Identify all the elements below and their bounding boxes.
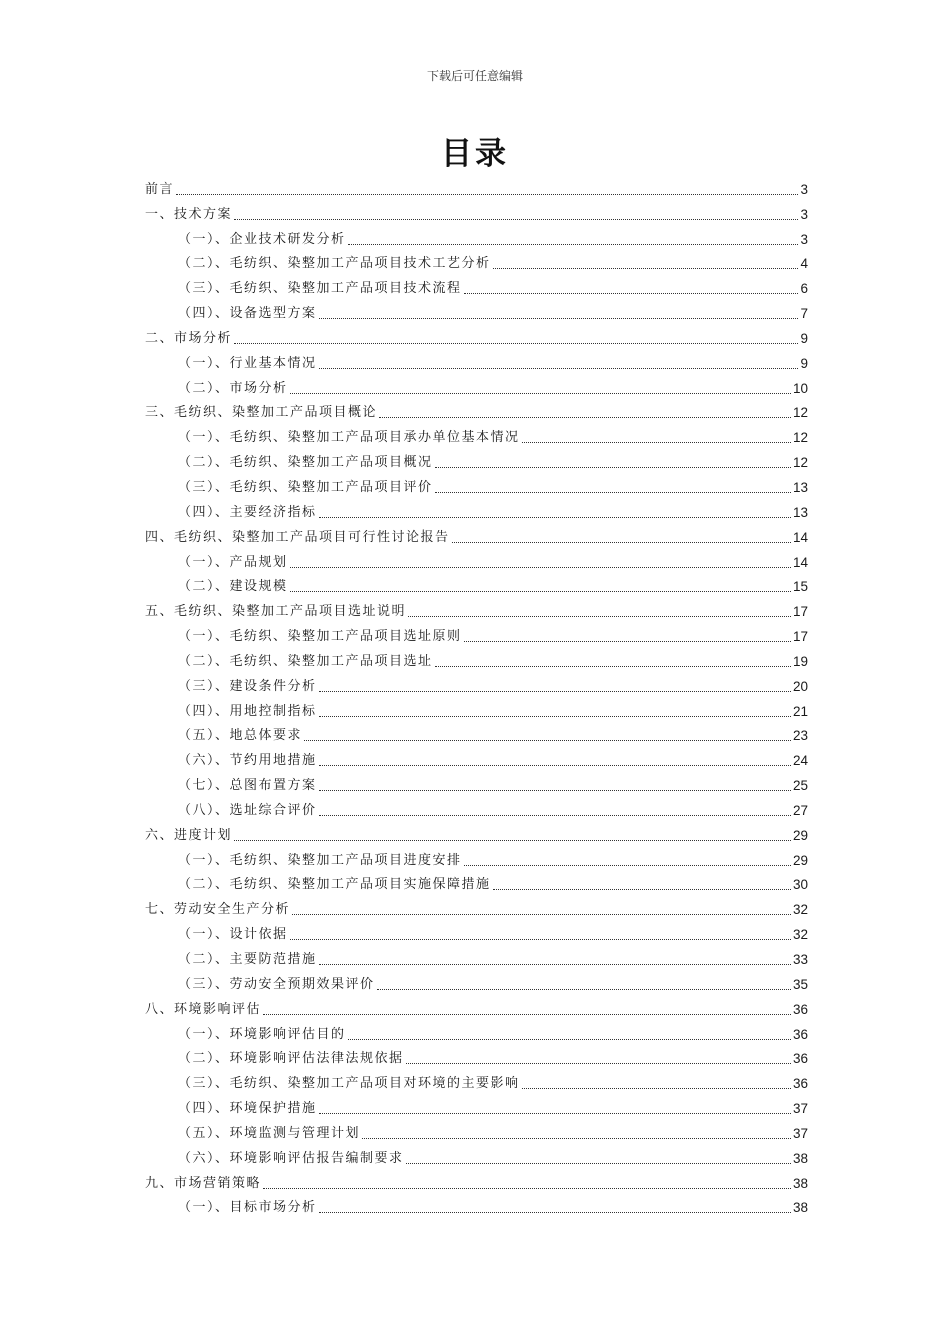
toc-dot-leader <box>493 268 799 269</box>
toc-entry-label: 八、环境影响评估 <box>145 1001 262 1017</box>
toc-entry-section[interactable] <box>145 772 808 797</box>
toc-entry-page-number: 38 <box>792 1200 808 1216</box>
toc-dot-leader <box>319 1113 791 1114</box>
toc-dot-leader <box>452 542 791 543</box>
toc-entry-page-number: 17 <box>792 629 808 645</box>
toc-entry-section[interactable] <box>145 499 808 524</box>
toc-title: 目录 <box>441 136 509 172</box>
page-header: 下载后可任意编辑 <box>426 69 523 83</box>
toc-dot-leader <box>319 815 791 816</box>
toc-entry-chapter[interactable] <box>145 598 808 623</box>
toc-entry-section[interactable] <box>145 747 808 772</box>
toc-entry-section[interactable] <box>145 350 808 375</box>
toc-entry-label: 前言 <box>145 181 175 197</box>
toc-entry-section[interactable] <box>145 300 808 325</box>
toc-entry-label: （一）、毛纺织、染整加工产品项目承办单位基本情况 <box>178 430 520 446</box>
toc-entry-page-number: 19 <box>792 653 808 669</box>
toc-entry-page-number: 30 <box>792 877 808 893</box>
toc-entry-chapter[interactable] <box>145 822 808 847</box>
toc-entry-section[interactable] <box>145 1095 808 1120</box>
toc-dot-leader <box>319 318 799 319</box>
toc-entry-page-number: 12 <box>792 430 808 446</box>
toc-entry-page-number: 12 <box>792 455 808 471</box>
toc-dot-leader <box>319 368 799 369</box>
toc-dot-leader <box>290 591 791 592</box>
toc-entry-section[interactable] <box>145 1021 808 1046</box>
toc-entry-section[interactable] <box>145 549 808 574</box>
toc-entry-page-number: 12 <box>792 405 808 421</box>
toc-dot-leader <box>292 914 791 915</box>
toc-entry-page-number: 36 <box>792 1076 808 1092</box>
toc-entry-label: （二）、毛纺织、染整加工产品项目概况 <box>178 455 433 471</box>
toc-entry-label: （二）、建设规模 <box>178 579 288 595</box>
toc-entry-label: （五）、环境监测与管理计划 <box>178 1125 361 1141</box>
toc-entry-section[interactable] <box>145 971 808 996</box>
toc-entry-chapter[interactable] <box>145 325 808 350</box>
toc-entry-section[interactable] <box>145 275 808 300</box>
toc-entry-page-number: 36 <box>792 1001 808 1017</box>
toc-entry-label: （二）、毛纺织、染整加工产品项目技术工艺分析 <box>178 256 491 272</box>
toc-entry-page-number: 38 <box>792 1150 808 1166</box>
toc-entry-page-number: 36 <box>792 1051 808 1067</box>
toc-dot-leader <box>319 517 791 518</box>
toc-entry-label: （一）、环境影响评估目的 <box>178 1026 346 1042</box>
toc-entry-label: （三）、毛纺织、染整加工产品项目评价 <box>178 479 433 495</box>
toc-entry-section[interactable] <box>145 946 808 971</box>
toc-entry-page-number: 7 <box>800 306 808 322</box>
toc-entry-label: （一）、毛纺织、染整加工产品项目选址原则 <box>178 629 462 645</box>
toc-entry-chapter[interactable] <box>145 201 808 226</box>
toc-entry-section[interactable] <box>145 921 808 946</box>
toc-entry-label: 三、毛纺织、染整加工产品项目概论 <box>145 405 378 421</box>
toc-entry-page-number: 37 <box>792 1125 808 1141</box>
toc-entry-section[interactable] <box>145 424 808 449</box>
toc-dot-leader <box>290 939 791 940</box>
toc-entry-page-number: 15 <box>792 579 808 595</box>
toc-entry-page-number: 9 <box>800 355 808 371</box>
toc-entry-section[interactable] <box>145 574 808 599</box>
toc-dot-leader <box>435 467 791 468</box>
table-of-contents <box>145 176 808 1219</box>
toc-dot-leader <box>464 865 791 866</box>
toc-entry-page-number: 3 <box>800 206 808 222</box>
toc-entry-label: （二）、环境影响评估法律法规依据 <box>178 1051 404 1067</box>
toc-entry-label: 五、毛纺织、染整加工产品项目选址说明 <box>145 604 407 620</box>
toc-dot-leader <box>234 343 798 344</box>
toc-dot-leader <box>319 1212 791 1213</box>
toc-entry-label: （八）、选址综合评价 <box>178 802 317 818</box>
toc-dot-leader <box>522 442 791 443</box>
toc-entry-section[interactable] <box>145 623 808 648</box>
toc-dot-leader <box>435 492 791 493</box>
toc-dot-leader <box>408 616 791 617</box>
toc-entry-page-number: 38 <box>792 1175 808 1191</box>
toc-entry-label: （一）、毛纺织、染整加工产品项目进度安排 <box>178 852 462 868</box>
toc-entry-section[interactable] <box>145 226 808 251</box>
toc-dot-leader <box>493 889 791 890</box>
toc-dot-leader <box>263 1188 791 1189</box>
toc-entry-section[interactable] <box>145 1145 808 1170</box>
toc-entry-page-number: 35 <box>792 976 808 992</box>
toc-entry-section[interactable] <box>145 474 808 499</box>
toc-dot-leader <box>348 1039 791 1040</box>
toc-entry-section[interactable] <box>145 648 808 673</box>
toc-dot-leader <box>290 393 791 394</box>
toc-entry-page-number: 14 <box>792 554 808 570</box>
toc-entry-page-number: 33 <box>792 952 808 967</box>
toc-entry-page-number: 9 <box>800 330 808 346</box>
toc-dot-leader <box>379 417 791 418</box>
toc-entry-section[interactable] <box>145 1195 808 1220</box>
toc-entry-page-number: 29 <box>792 827 808 843</box>
toc-entry-label: （六）、节约用地措施 <box>178 753 317 769</box>
toc-entry-label: （四）、环境保护措施 <box>178 1101 317 1117</box>
toc-dot-leader <box>464 641 791 642</box>
toc-entry-label: （二）、主要防范措施 <box>178 952 317 967</box>
toc-entry-section[interactable] <box>145 723 808 748</box>
toc-dot-leader <box>290 567 791 568</box>
toc-entry-label: （二）、市场分析 <box>178 380 288 396</box>
toc-entry-section[interactable] <box>145 1070 808 1095</box>
toc-entry-label: 七、劳动安全生产分析 <box>145 902 291 918</box>
toc-entry-label: （一）、企业技术研发分析 <box>178 231 346 247</box>
toc-entry-label: （一）、目标市场分析 <box>178 1200 317 1216</box>
toc-entry-page-number: 32 <box>792 902 808 918</box>
toc-entry-section[interactable] <box>145 449 808 474</box>
toc-dot-leader <box>406 1163 791 1164</box>
toc-entry-chapter[interactable] <box>145 896 808 921</box>
toc-entry-page-number: 17 <box>792 604 808 620</box>
toc-entry-page-number: 23 <box>792 728 808 744</box>
toc-entry-page-number: 29 <box>792 852 808 868</box>
toc-entry-chapter[interactable] <box>145 176 808 201</box>
toc-entry-label: （二）、毛纺织、染整加工产品项目实施保障措施 <box>178 877 491 893</box>
toc-entry-chapter[interactable] <box>145 996 808 1021</box>
toc-entry-chapter[interactable] <box>145 400 808 425</box>
toc-entry-page-number: 24 <box>792 753 808 769</box>
toc-dot-leader <box>304 740 791 741</box>
toc-entry-section[interactable] <box>145 251 808 276</box>
toc-entry-section[interactable] <box>145 1120 808 1145</box>
toc-entry-label: （一）、产品规划 <box>178 554 288 570</box>
toc-entry-label: （一）、行业基本情况 <box>178 355 317 371</box>
toc-dot-leader <box>464 293 799 294</box>
toc-entry-label: （六）、环境影响评估报告编制要求 <box>178 1150 404 1166</box>
toc-entry-label: （四）、用地控制指标 <box>178 703 317 719</box>
toc-entry-label: 一、技术方案 <box>145 206 233 222</box>
toc-entry-label: （三）、劳动安全预期效果评价 <box>178 976 375 992</box>
toc-dot-leader <box>319 716 791 717</box>
toc-dot-leader <box>348 244 799 245</box>
toc-dot-leader <box>319 964 791 965</box>
toc-entry-page-number: 14 <box>792 529 808 545</box>
toc-entry-page-number: 27 <box>792 802 808 818</box>
toc-entry-page-number: 25 <box>792 778 808 794</box>
toc-entry-section[interactable] <box>145 375 808 400</box>
toc-dot-leader <box>176 194 798 195</box>
toc-dot-leader <box>522 1088 791 1089</box>
toc-entry-page-number: 13 <box>792 479 808 495</box>
toc-entry-section[interactable] <box>145 847 808 872</box>
toc-dot-leader <box>263 1014 791 1015</box>
toc-dot-leader <box>234 219 798 220</box>
toc-entry-page-number: 6 <box>800 281 808 297</box>
toc-entry-label: （五）、地总体要求 <box>178 728 303 744</box>
toc-entry-page-number: 13 <box>792 504 808 520</box>
toc-entry-chapter[interactable] <box>145 1170 808 1195</box>
toc-entry-page-number: 3 <box>800 181 808 197</box>
toc-entry-label: （三）、建设条件分析 <box>178 678 317 694</box>
toc-dot-leader <box>435 666 791 667</box>
toc-entry-label: 六、进度计划 <box>145 827 233 843</box>
toc-entry-page-number: 37 <box>792 1101 808 1117</box>
toc-entry-page-number: 20 <box>792 678 808 694</box>
toc-entry-label: （二）、毛纺织、染整加工产品项目选址 <box>178 653 433 669</box>
toc-entry-page-number: 36 <box>792 1026 808 1042</box>
toc-dot-leader <box>234 840 791 841</box>
toc-entry-section[interactable] <box>145 1046 808 1071</box>
toc-entry-page-number: 3 <box>800 231 808 247</box>
toc-entry-section[interactable] <box>145 673 808 698</box>
toc-entry-label: （四）、主要经济指标 <box>178 504 317 520</box>
toc-entry-section[interactable] <box>145 872 808 897</box>
toc-entry-label: 九、市场营销策略 <box>145 1175 262 1191</box>
toc-dot-leader <box>362 1138 791 1139</box>
toc-entry-chapter[interactable] <box>145 524 808 549</box>
toc-entry-label: 二、市场分析 <box>145 330 233 346</box>
toc-entry-label: 四、毛纺织、染整加工产品项目可行性讨论报告 <box>145 529 450 545</box>
toc-dot-leader <box>319 765 791 766</box>
toc-entry-page-number: 10 <box>792 380 808 396</box>
toc-dot-leader <box>319 790 791 791</box>
toc-entry-label: （七）、总图布置方案 <box>178 778 317 794</box>
toc-dot-leader <box>319 691 791 692</box>
toc-dot-leader <box>406 1063 791 1064</box>
toc-entry-label: （三）、毛纺织、染整加工产品项目技术流程 <box>178 281 462 297</box>
toc-entry-label: （一）、设计依据 <box>178 927 288 943</box>
toc-entry-page-number: 4 <box>800 256 808 272</box>
toc-dot-leader <box>377 989 791 990</box>
toc-entry-page-number: 32 <box>792 927 808 943</box>
toc-entry-label: （四）、设备选型方案 <box>178 306 317 322</box>
toc-entry-section[interactable] <box>145 797 808 822</box>
toc-entry-page-number: 21 <box>792 703 808 719</box>
toc-entry-label: （三）、毛纺织、染整加工产品项目对环境的主要影响 <box>178 1076 520 1092</box>
toc-entry-section[interactable] <box>145 698 808 723</box>
